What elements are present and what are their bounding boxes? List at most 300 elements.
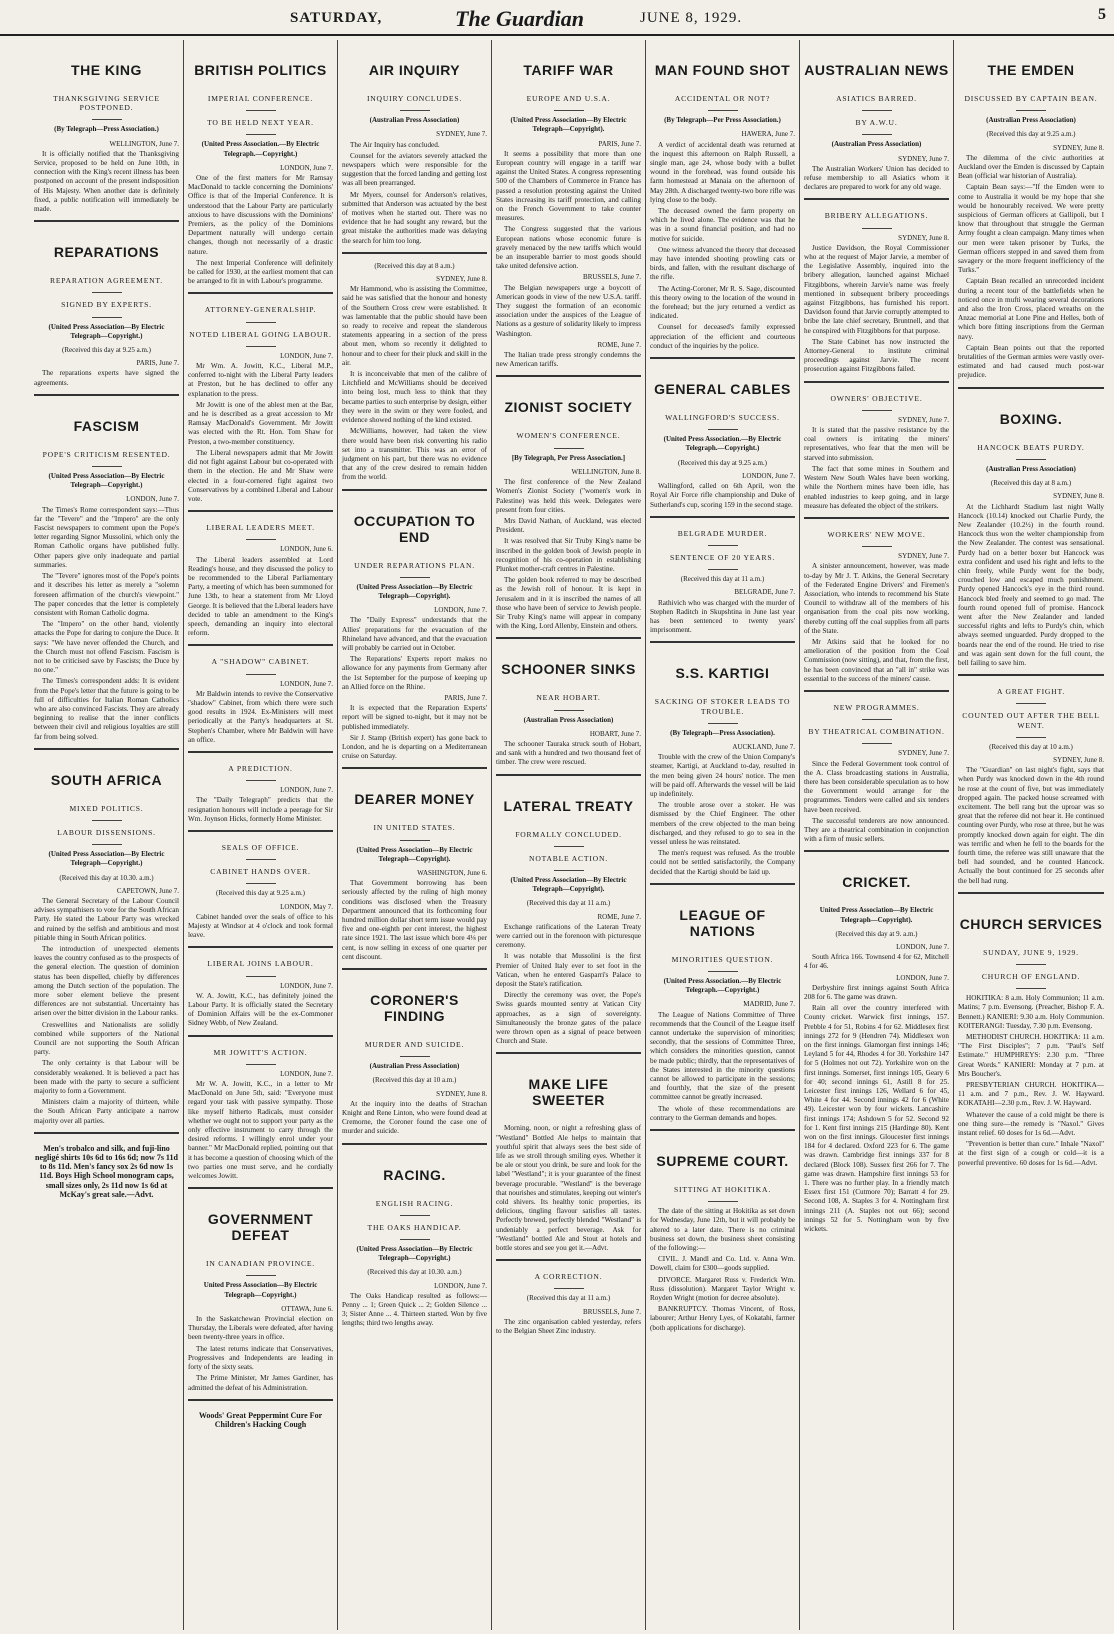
dateline: CAPETOWN, June 7. [116, 886, 179, 895]
article [342, 40, 487, 254]
dateline: PARIS, June 7. [444, 693, 487, 702]
wire-credit: United Press Association—By Electric Telegraph—Copyright.) [203, 1281, 318, 1299]
headline: THE KING [71, 62, 142, 78]
subheading: HANCOCK BEATS PURDY. [977, 442, 1085, 452]
headline: THE EMDEN [987, 62, 1075, 78]
divider [1016, 110, 1046, 111]
subheading: LIBERAL JOINS LABOUR. [207, 959, 314, 969]
dateline: LONDON, May 7. [280, 902, 333, 911]
divider [400, 1215, 430, 1216]
dateline: SYDNEY, June 7. [898, 749, 949, 758]
paragraph: PRESBYTERIAN CHURCH. HOKITIKA—11 a.m. and 7 p.m., Rev. J. W. Hayward. KOKATAHI—2.30 p.m., Rev. J. W. Hayward. [958, 1081, 1104, 1108]
paragraph: One witness advanced the theory that deceased may have intended shooting prowling cats or birds, and fallen, with the resultant discharge of the rifle. [650, 245, 795, 282]
dateline: BELGRADE, June 7. [734, 588, 795, 597]
article [650, 40, 795, 359]
article [804, 519, 949, 692]
wire-credit: (United Press Association—By Electric Telegraph—Copyright). [356, 845, 473, 863]
article [188, 832, 333, 948]
received-time: (Received this day at 11 a.m.) [526, 1294, 611, 1303]
wire-credit: (By Telegraph—Press Association.) [54, 125, 159, 134]
headline: GENERAL CABLES [654, 381, 791, 398]
subheading: POPE'S CRITICISM RESENTED. [42, 449, 171, 459]
subheading: ATTORNEY-GENERALSHIP. [204, 305, 317, 315]
subheading: IN CANADIAN PROVINCE. [206, 1259, 315, 1269]
wire-credit: (By Telegraph—Per Press Association.) [664, 116, 781, 125]
received-time: (Received this day at 11 a.m.) [680, 575, 765, 584]
wire-credit: (Australian Press Association) [369, 1062, 460, 1071]
divider [92, 317, 122, 318]
subheading: BRIBERY ALLEGATIONS. [824, 211, 929, 221]
article [650, 1131, 795, 1339]
subheading: INQUIRY CONCLUDES. [366, 94, 463, 103]
received-time: (Received this day at 8 a.m.) [374, 261, 455, 270]
divider [246, 539, 276, 540]
dateline: LONDON, June 7. [280, 679, 333, 688]
advertisement: Woods' Great Peppermint Cure For Children's Hacking Cough [198, 1410, 323, 1429]
subheading: MIXED POLITICS. [69, 803, 144, 813]
divider [92, 292, 122, 293]
paragraph: The "Guardian" on last night's fight, says that when Purdy was knocked down in the 4th round he rose at the count of five, but was immediately dropped again. The packed house screamed with excitement. The bell rang but the uproar was so great that the referee did not hear it. He continued counting over Purdy, who rose at three, but he was promptly knocked down again for eight. The din was terrific and when he fell to the boards for the fourth time, the referee was still unaware that the bell had sounded, and he counted Hancock. Actually the bout continued for 25 seconds after the bell had rung. [958, 766, 1104, 885]
wire-credit: (United Press Association—By Electric Telegraph—Copyright.) [48, 322, 165, 340]
wire-credit: (Australian Press Association) [831, 140, 922, 149]
article [804, 200, 949, 382]
headline: CRICKET. [842, 874, 911, 891]
paragraph: "Prevention is better than cure." Inhale "Naxol" at the first sign of a cough or cold—it is a powerful preventive. 60 doses for 1s 6d.—Advt. [958, 1140, 1104, 1167]
divider [400, 840, 430, 841]
paragraph: Rain all over the country interfered with County cricket. Warwick first innings, 157. Prebble 4 for 51, Robins 4 for 62. Middlesex first innings 272 for 9 (Hendren 74). Middlesex won on the first innings. Glamorgan first innings 146; Leyland 5 for 44, Rhodes 4 for 30. Yorkshire 147 for 5 (Holmes not out 72). Yorkshire won on the first innings. Somerset, first innings 105, Geary 6 for 40; second innings 61, Astill 8 for 25. Leicester first innings 126, Wellard 6 for 45, White 4 for 44. Second innings 42 for 6 (White 49). Leicester won by four wickets. Lancashire first innings 174; Ashdown 5 for 52. Second 92 for 1. Kent first innings 215 (Hardinge 80). Kent won on the first innings. Gloucester first innings 184 for 4 declared. Oxford 223 for 6. The game was drawn. Cambridge first innings 337 for 8 declared (Block 108). Sussex first 266 for 7. The game was drawn. Hampshire first innings 53 for 1. There was no further play. In a friendly match Essex first 151 (Cutmore 70); Barratt 4 for 29. Second 108, A. Staples 3 for 4. Nottingham first innings 211 (A. Staples not out 66); second innings 52 for 5. Nottingham won by five wickets. [804, 1004, 949, 1234]
article [188, 40, 333, 294]
received-time: (Received this day at 9.25 a.m.) [215, 889, 306, 898]
subheading: A "SHADOW" CABINET. [211, 657, 310, 667]
subheading: NEAR HOBART. [536, 693, 601, 703]
article [188, 753, 333, 832]
paragraph: At the inquiry into the deaths of Strachan Knight and Rene Linton, who were found dead at Cremorne, the Coroner found the case one of murder and suicide. [342, 1099, 487, 1136]
dateline: SYDNEY, June 8. [1053, 143, 1104, 152]
dateline: LONDON, June 7. [126, 495, 179, 504]
paragraph: The introduction of unexpected elements leaves the country confused as to the prospects of the general election. The question of dominion status has been dispelled, chiefly by differences among the Dutch section of the population. The more sober element believe the present differences are not substantial. Uncertainty has arisen over the bitter division in the Labour ranks. [34, 944, 179, 1018]
article [804, 692, 949, 852]
paragraph: CIVIL. J. Mandl and Co. Ltd. v. Anna Wm. Dowell, claim for £300—goods supplied. [650, 1255, 795, 1273]
divider [554, 846, 584, 847]
subheading: BY A.W.U. [855, 118, 898, 128]
article [958, 894, 1104, 1174]
divider [400, 110, 430, 111]
paragraph: Captain Bean points out that the reported brutalities of the German armies were vastly over-estimated and had caused much post-war prejudice. [958, 343, 1104, 380]
paragraph: The "Daily Telegraph" predicts that the resignation honours will include a peerage for Sir Wm. Joynson Hicks, formerly Home Minister. [188, 796, 333, 823]
dateline: LONDON, June 6. [280, 545, 333, 554]
subheading: LIBERAL LEADERS MEET. [206, 523, 315, 533]
dateline: WELLINGTON, June 8. [571, 467, 641, 476]
subheading: BELGRADE MURDER. [677, 528, 768, 538]
paragraph: The Times's correspondent adds: It is evident from the Pope's letter that the future is going to be full of difficulties for Italian Roman Catholics who are also convinced Fascists. They are already beginning to realise that the inner conflicts between their civil and religious loyalties are still far from being solved. [34, 677, 179, 741]
dateline: OTTAWA, June 6. [281, 1304, 333, 1313]
paragraph: The latest returns indicate that Conservatives, Progressives and Independents are leading in forty of the sixty seats. [188, 1344, 333, 1372]
divider [246, 110, 276, 111]
received-time: (Received this day at 9.25 a.m.) [986, 130, 1076, 139]
article [188, 1037, 333, 1190]
divider [1016, 737, 1046, 738]
subheading: ENGLISH RACING. [375, 1198, 454, 1208]
article [958, 389, 1104, 676]
paragraph: The deceased owned the farm property on which he lived alone. The evidence was that he was in a sound financial position, and had no motive for suicide. [650, 207, 795, 243]
paragraph: The "Tevere" ignores most of the Pope's points and it describes his letter as merely a "solemn foreseen affirmation of the church's viewpoint." The paper concedes that the letter is completely consistent with Roman Catholic dogma. [34, 572, 179, 617]
paragraph: Creswellites and Nationalists are solidly combined while supporters of the National Council are not supporting the South African party. [34, 1020, 179, 1057]
wire-credit: (Australian Press Association) [369, 116, 460, 125]
subheading: NOTABLE ACTION. [529, 853, 608, 863]
paragraph: BANKRUPTCY. Thomas Vincent, of Ross, labourer; Arthur Henry Lyes, of Kokatahi, farmer (both applications for discharge). [650, 1305, 795, 1332]
dateline: WASHINGTON, June 6. [417, 868, 487, 877]
article [188, 294, 333, 512]
wire-credit: (United Press Association—By Electric Telegraph—Copyright). [510, 116, 627, 134]
dateline: SYDNEY, June 7. [898, 552, 949, 561]
wire-credit: (United Press Association.—By Electric Telegraph.—Copyright.) [201, 140, 320, 158]
subheading: REPARATION AGREEMENT. [50, 276, 163, 286]
subheading: ACCIDENTAL OR NOT? [674, 94, 771, 103]
article [342, 970, 487, 1145]
newspaper-name: The Guardian [455, 6, 584, 31]
divider [400, 1056, 430, 1057]
wire-credit: United Press Association—By Electric Telegraph—Copyright). [819, 906, 934, 924]
subheading: MINORITIES QUESTION. [671, 954, 774, 964]
article [342, 1145, 487, 1335]
paragraph: The successful tenderers are now announced. They are a theatrical combination in conjunction with a firm of music sellers. [804, 816, 949, 844]
dateline: SYDNEY, June 8. [1053, 492, 1104, 501]
divider [554, 710, 584, 711]
paragraph: Mrs David Nathan, of Auckland, was elected President. [496, 516, 641, 535]
subheading: SUNDAY, JUNE 9, 1929. [983, 947, 1079, 957]
dateline: BRUSSELS, June 7. [583, 273, 641, 282]
subheading: EUROPE AND U.S.A. [526, 94, 611, 103]
divider [862, 410, 892, 411]
paragraph: Since the Federal Government took control of the A. Class broadcasting stations in Australia, there has been considerable speculation as to how the Government would arrange for the programmes. Tenders were called and six tenders have been received. [804, 759, 949, 814]
dateline: MADRID, June 7. [743, 1000, 795, 1009]
paragraph: Cabinet handed over the seals of office to his Majesty at Windsor at 4 o'clock and took formal leave. [188, 912, 333, 940]
headline: SUPREME COURT. [656, 1153, 789, 1170]
divider [246, 859, 276, 860]
divider [708, 971, 738, 972]
dateline: SYDNEY, June 7. [436, 130, 487, 139]
wire-credit: (United Press Association.—By Electric Telegraph.—Copyright.) [663, 435, 782, 453]
wire-credit: (United Press Association—By Electric Telegraph—Copyright). [356, 582, 473, 600]
paragraph: It was notable that Mussolini is the first Premier of United Italy ever to set foot in the Vatican, when he entered Gasparri's Palace to deposit the State's ratification. [496, 952, 641, 988]
divider [1016, 703, 1046, 704]
paragraph: Mr W. A. Jowitt, K.C., in a letter to Mr MacDonald on June 5th, said: "Everyone must regard your task with passive sympathy. Those like myself hitherto Radicals, must consider whether we ought not to support your party as the only effective instrument to carry through the desired reforms. I willingly enrol under your banner." Mr MacDonald replied, pointing out that it has become a question of choosing which of the two parties one must serve, and he cordially welcomes Jowitt. [188, 1080, 333, 1181]
headline: AIR INQUIRY [368, 62, 461, 78]
headline: CORONER'S FINDING [370, 992, 459, 1025]
paragraph: DIVORCE. Margaret Russ v. Frederick Wm. Russ (dissolution). Margaret Taylor Wright v. Royden Wright (motion for decree absolute). [650, 1275, 795, 1303]
paragraph: The Australian Workers' Union has decided to refuse membership to all Asiatics whom it declares are prepared to work for any old wage. [804, 164, 949, 192]
column [184, 40, 338, 1630]
paragraph: Justice Davidson, the Royal Commissioner who at the request of Major Jarvie, a member of the Legislative Assembly, inquired into the bribery allegation, launched against Michael Fitzgibbons, wherein Jarvie's name was freely mentioned in subsequent bribery proceedings against Fitzgibbons, has furnished his report. Davidson found that Jarvie corruptly attempted to bribe the late chief secretary, Bruntnell, and that he conspired with Fitzgibbons for that purpose. [804, 243, 949, 335]
divider [862, 228, 892, 229]
received-time: (Received this day at 8 a.m.) [990, 479, 1072, 488]
article [342, 491, 487, 770]
paragraph: Morning, noon, or night a refreshing glass of "Westland" Bottled Ale helps to maintain that youthful spirit that always sees the best side of life as we stroll through smiling eyes. Whether it be ale or stout you drink, be sure and look for the label "Westland"; it is your guarantee of the finest beverage procurable. "Westland" is the beverage that nourishes and stimulates, keeping out winter's cold shivers. Its healthy tonic properties, its delicious, tingling flavour satisfies all tastes. Perfectly brewed, perfectly blended "Westland" is undeniably a perfect beverage. Ask for "Westland" bottled Ale and Stout at hotels and bottle stores and see you get it.—Advt. [496, 1124, 641, 1253]
dateline: LONDON, June 7. [280, 981, 333, 990]
subheading: SIGNED BY EXPERTS. [61, 300, 152, 310]
paragraph: METHODIST CHURCH. HOKITIKA: 11 a.m. "The First Disciples"; 7 p.m. "Paul's Self Estimate." HUMPHREYS: 2.30 p.m. "Three Great Words." KANIERI: Monday at 7 p.m. at Mrs Boucher's. [958, 1033, 1104, 1078]
subheading: IMPERIAL CONFERENCE. [207, 94, 314, 103]
headline: MAN FOUND SHOT [654, 62, 791, 78]
article [496, 1054, 641, 1261]
paragraph: The golden book referred to may be described as the Jewish roll of honour. It is kept in Jerusalem and in it is inscribed the names of all those who have been of service to Jewish people. Sir Truby King's name will appear in company with the King, Lord Allenby, Einstein and others. [496, 576, 641, 631]
divider [92, 119, 122, 120]
subheading: CHURCH OF ENGLAND. [981, 972, 1081, 982]
paragraph: The date of the sitting at Hokitika as set down for Wednesday, June 12th, but it will probably be altered to a later date. There is no criminal business set down, the business sheet consisting of the following:— [650, 1207, 795, 1253]
divider [862, 134, 892, 135]
wire-credit: (Australian Press Association) [986, 464, 1076, 473]
divider [246, 134, 276, 135]
headline: LEAGUE OF NATIONS [679, 906, 766, 939]
subheading: LABOUR DISSENSIONS. [57, 827, 156, 837]
masthead-day: SATURDAY, [290, 10, 383, 26]
article [650, 643, 795, 884]
wire-credit: (By Telegraph—Press Association). [670, 728, 775, 737]
wire-credit: (Australian Press Association) [523, 715, 614, 724]
paragraph: Mr Hammond, who is assisting the Committee, said he was satisfied that the honour and honesty of the Southern Cross crew were established. It was lamentable that the public should have been so ready to receive and repeat the slanderous statements appearing in a section of the press about men, whom so recently it delighted to honour and to cheer for their pluck and skill in the air. [342, 285, 487, 367]
dateline: SYDNEY, June 8. [898, 233, 949, 242]
subheading: THE OAKS HANDICAP. [367, 1222, 462, 1232]
article [34, 222, 179, 396]
dateline: LONDON, June 7. [896, 943, 949, 951]
subheading: A PREDICTION. [228, 763, 293, 773]
subheading: WALLINGFORD'S SUCCESS. [665, 413, 780, 423]
divider [246, 322, 276, 323]
divider [708, 569, 738, 570]
dateline: LONDON, June 7. [280, 786, 333, 795]
dateline: HOBART, June 7. [589, 729, 641, 738]
received-time: (Received this day at 10.30. a.m.) [59, 873, 154, 882]
article [650, 518, 795, 644]
dateline: LONDON, June 7. [280, 351, 333, 360]
paragraph: Mr Baldwin intends to revive the Conservative "shadow" Cabinet, from which there were such good results in 1924. Ex-Ministers will meet periodically at the Party's headquarters at St. Stephen's Chamber, where Mr Baldwin will have an office. [188, 689, 333, 744]
divider [246, 1275, 276, 1276]
divider [708, 723, 738, 724]
divider [92, 466, 122, 467]
paragraph: Exchange ratifications of the Lateran Treaty were carried out in the forenoon with picturesque ceremony. [496, 922, 641, 950]
divider [1016, 964, 1046, 965]
divider [554, 448, 584, 449]
paragraph: HOKITIKA: 8 a.m. Holy Communion; 11 a.m. Matins; 7 p.m. Evensong. (Preacher, Bishop F. A. Bennett.) KANIERI: 9.30 a.m. Holy Communion. KOITERANGI: Tuesday, 7.30 p.m. Evensong. [958, 994, 1104, 1030]
subheading: SITTING AT HOKITIKA. [673, 1185, 772, 1195]
paragraph: The zinc organisation cabled yesterday, refers to the Belgian Sheet Zinc industry. [496, 1317, 641, 1336]
subheading: NEW PROGRAMMES. [833, 702, 920, 712]
headline: REPARATIONS [53, 244, 160, 261]
received-time: (Received this day at 9.25 a.m.) [677, 458, 768, 467]
article [34, 750, 179, 1134]
headline: TARIFF WAR [523, 62, 614, 78]
paragraph: A sinister announcement, however, was made to-day by Mr J. T. Atkins, the General Secretary of the Federated Engine Drivers' and Firemen's Association, who intends to recommend his State Council to withdraw all of the members of his organisation from the coal pits now working, thereby cutting off the coal supplies from all parts of the State. [804, 562, 949, 635]
divider [1016, 459, 1046, 460]
article [188, 646, 333, 753]
subheading: SENTENCE OF 20 YEARS. [669, 552, 776, 562]
divider [400, 1239, 430, 1240]
divider [554, 1288, 584, 1289]
paragraph: Rathivich who was charged with the murder of Stephen Raditch in Skupshtina in June last year has been sentenced to twenty years' imprisonment. [650, 598, 795, 635]
page-number: 5 [1098, 6, 1106, 23]
paragraph: Ministers claim a majority of thirteen, while the South African Party anticipate a narrow majority over all parties. [34, 1098, 179, 1125]
divider [246, 883, 276, 884]
headline: GOVERNMENT DEFEAT [207, 1211, 314, 1244]
article [650, 359, 795, 518]
article [804, 852, 949, 1240]
divider [862, 546, 892, 547]
divider [554, 870, 584, 871]
wire-credit: (Australian Press Association) [986, 116, 1076, 125]
paragraph: The reparations experts have signed the agreements. [34, 369, 179, 387]
divider [862, 743, 892, 744]
dateline: WELLINGTON, June 7. [109, 139, 179, 148]
dateline: BRUSSELS, June 7. [583, 1307, 641, 1316]
headline: S.S. KARTIGI [675, 665, 770, 682]
wire-credit: [By Telegraph, Per Press Association.] [511, 453, 626, 462]
article [188, 512, 333, 646]
paragraph: The first conference of the New Zealand Women's Zionist Society ("women's work in Palestine) was held this week. Delegates were present from four cities. [496, 478, 641, 514]
divider [92, 844, 122, 845]
dateline: SYDNEY, June 7. [898, 154, 949, 163]
subheading: SACKING OF STOKER LEADS TO TROUBLE. [654, 697, 791, 716]
paragraph: The whole of these recommendations are contrary to the German demands and hopes. [650, 1104, 795, 1122]
paragraph: The "Daily Express" understands that the Allies' preparations for the evacuation of the Rhineland have advanced, and that the evacuation will probably be carried out in October. [342, 616, 487, 652]
received-time: (Received this day at 10 a.m.) [372, 1076, 457, 1085]
paragraph: It is stated that the passive resistance by the coal owners is irritating the miners' representatives, who fear that the men will be starved into submission. [804, 426, 949, 462]
article [188, 948, 333, 1036]
headline: SOUTH AFRICA [50, 771, 163, 788]
article [958, 40, 1104, 389]
divider [554, 110, 584, 111]
paragraph: At the Lichhardt Stadium last night Wally Hancock (10.14) knocked out Charlie Purdy, the New Zealander (10.2½) in the fourth round. Hancock thus won the welter championship from the New Zealander. The contest was sensational. Purdy had on a better boxer but Hancock was extra confident and used his right and lefts to the chin freely, while Purdy went for the body, crouched low and escaped much punishment. Purdy opened Hancock's eye in the third round. Hancock bled freely and seemed to go mad. The fourth round opened full of promise. Hancock went after the New Zealander and landed successful rights and lefts to Purdy's chin, which always seemed unguarded. Purdy dropped to the boards near the end of the round. He tried to rise and was again sent down for the full count, the bell failing to save him. [958, 502, 1104, 667]
paragraph: Captain Bean recalled an unrecorded incident during a recent tour of the battlefields when he noticed once in mufti wearing several decorations and also the Iron Cross, placed wreaths on the Anzac memorial at Lone Pine and Helles, both of which bore fitting inscriptions from the German navy. [958, 277, 1104, 341]
paragraph: Counsel for the aviators severely attacked the newspapers which were responsible for the suggestion that the forced landing and getting lost was all been prearranged. [342, 151, 487, 188]
article [804, 383, 949, 519]
headline: BOXING. [999, 410, 1063, 427]
subheading: MR JOWITT'S ACTION. [213, 1047, 308, 1057]
dateline: LONDON, June 7. [896, 973, 949, 982]
paragraph: The Air Inquiry has concluded. [350, 140, 440, 149]
columns-container [30, 40, 1108, 1630]
paragraph: The only certainty is that Labour will be considerably weakened. It is believed a pact has been made with the party to secure a sufficient majority to form a Government. [34, 1059, 179, 1096]
column [646, 40, 800, 1630]
article [34, 396, 179, 750]
wire-credit: (United Press Association.—By Electric Telegraph.—Copyright.) [663, 976, 782, 995]
dateline: PARIS, June 7. [136, 359, 179, 368]
headline: ZIONIST SOCIETY [504, 399, 633, 416]
paragraph: Captain Bean says:—"If the Emden were to come to Australia it would be my hope that she would be honourably received. We were pretty suspicious of German officers at Gallipoli, but I know that throughout that struggle the German Army fought a clean campaign. Many times when our men were taken prisoner by Turks, the German officers stepped in and saved them from savagery or the more frequent inefficiency of the Turks." [958, 183, 1104, 275]
dateline: HAWERA, June 7. [741, 130, 795, 139]
paragraph: The Liberal newspapers admit that Mr Jowitt did not fight against Labour but co-operated with them in the election. He and Mr Shaw were elected in a four-cornered fight against two Conservatives by a combined Liberal and Labour vote. [188, 448, 333, 503]
subheading: COUNTED OUT AFTER THE BELL WENT. [962, 711, 1100, 730]
paragraph: Whatever the cause of a cold might be there is one thing sure—the remedy is "Naxol." Gives instant relief. 60 doses for 1s 6d.—Advt. [958, 1110, 1104, 1138]
wire-credit: (United Press Association—By Electric Telegraph—Copyright.) [48, 472, 165, 490]
paragraph: It seems a possibility that more than one European country will engage in a tariff war against the United States. A congress representing 500 of the Chambers of Commerce in France has passed a resolution protesting against the United States increasing its tariff protection, and calling on the French Government to take counter measures. [496, 149, 641, 223]
subheading: TO BE HELD NEXT YEAR. [207, 118, 314, 128]
paragraph: The Liberal leaders assembled at Lord Reading's house, and they discussed the policy to be recommended to the Liberal Parliamentary Party, a meeting of which has been summoned for June 13th, to hear a statement from Mr Lloyd George. It is believed that the Liberal leaders have decided to table an amendment to the King's speech, demanding an inquiry into electoral reform. [188, 555, 333, 638]
received-time: (Received this day at 10.30. a.m.) [367, 1268, 462, 1277]
paragraph: Mr Myers, counsel for Anderson's relatives, submitted that Anderson was actuated by the best of motives when he started out. There was no evidence that he had sought any reward, but the great mistake the authorities made was delaying the search for him too long. [342, 190, 487, 245]
article [342, 769, 487, 970]
divider [246, 346, 276, 347]
paragraph: Mr Atkins said that he looked for no amelioration of the position from the Coal Commission (now sitting), and that, from the first, he has been convinced that an "all in" strike was essential to the success of the miners' cause. [804, 637, 949, 683]
wire-credit: (United Press Association—By Electric Telegraph—Copyright). [510, 875, 627, 894]
paragraph: The Prime Minister, Mr James Gardiner, has admitted the defeat of his Administration. [188, 1374, 333, 1392]
dateline: LONDON, June 7. [742, 471, 795, 480]
paragraph: It is officially notified that the Thanksgiving Service, proposed to be held on June 10th, in connection with the King's recent illness has been postponed on account of the present indisposition of His Majesty. When another date is definitely fixed, a public notification will immediately be made. [34, 149, 179, 214]
article [496, 377, 641, 639]
paragraph: The trouble arose over a stoker. He was dismissed by the Chief Engineer. The other members of the crew objected to the man being discharged, and they refused to go to sea in the vessel unless he was reinstated. [650, 801, 795, 846]
column [30, 40, 184, 1630]
subheading: A GREAT FIGHT. [996, 687, 1066, 697]
wire-credit: (United Press Association—By Electric Telegraph—Copyright.) [356, 1245, 473, 1263]
dateline: AUCKLAND, June 7. [732, 742, 795, 751]
divider [92, 820, 122, 821]
paragraph: Counsel for deceased's family expressed appreciation of the efficient and courteous conduct of the inquiries by the police. [650, 323, 795, 350]
paragraph: The Belgian newspapers urge a boycott of American goods in view of the new U.S.A. tariff. They suggest the formation of an economic association under the auspices of the League of Nations as a gesture of solidarity likely to impress Washington. [496, 283, 641, 338]
subheading: MURDER AND SUICIDE. [364, 1040, 465, 1050]
divider [708, 545, 738, 546]
masthead [0, 0, 1114, 36]
headline: RACING. [383, 1166, 446, 1183]
paragraph: A verdict of accidental death was returned at the inquest this afternoon on Ralph Russell, a single man, age 24, whose body with a bullet wound in the forehead, was found outside his farm homestead at Manaia on the afternoon of May 28th. A discharged twenty-two bore rifle was lying close to the body. [650, 140, 795, 204]
paragraph: The dilemma of the civic authorities at Auckland over the Emden is discussed by Captain Bean (official war historian of Australia). [958, 153, 1104, 181]
column [800, 40, 954, 1630]
dateline: SYDNEY, June 7. [898, 415, 949, 424]
paragraph: That Government borrowing has been seriously affected by the ruling of high money conditions was disclosed when the Treasury Department announced that its forthcoming four hundred million dollar short term issue would pay five and one-eighth per cent interest, the highest rate since 1921. The last issue which bore 4⅛ per cent, is now selling in excess of one quarter per cent discount. [342, 879, 487, 961]
divider [246, 780, 276, 781]
headline: SCHOONER SINKS [501, 661, 636, 678]
paragraph: It was resolved that Sir Truby King's name be inscribed in the golden book of Jewish people in recognition of his co-operation in establishing Plunket mother-craft centres in Palestine. [496, 537, 641, 573]
article [496, 1261, 641, 1342]
divider [246, 1064, 276, 1065]
paragraph: The Congress suggested that the various European nations whose economic future is gravely menaced by the new tariffs which would be an insuperable barrier to most goods should take united defensive action. [496, 225, 641, 271]
divider [1016, 988, 1046, 989]
subheading: IN UNITED STATES. [373, 823, 456, 833]
headline: AUSTRALIAN NEWS [804, 62, 949, 78]
paragraph: In the Saskatchewan Provincial election on Thursday, the Liberals were defeated, after having been twenty-three years in office. [188, 1315, 333, 1342]
dateline: ROME, June 7. [597, 340, 641, 349]
paragraph: The next Imperial Conference will definitely be called for 1930, at the earliest moment that can be arranged to fit in with Labour's programme. [188, 258, 333, 286]
subheading: SEALS OF OFFICE. [221, 842, 300, 852]
article [804, 40, 949, 200]
paragraph: The General Secretary of the Labour Council advises sympathisers to vote for the South African Party. He stated the Labour Party was wrecked and ruined by the selfish and ambitious and most pitiable thing in South African politics. [34, 896, 179, 942]
paragraph: Derbyshire first innings against South Africa 208 for 6. The game was drawn. [804, 983, 949, 1002]
paragraph: The "Impero" on the other hand, violently attacks the Pope for daring to conjure the Duce. It says: "We have never offended the Church, and the Church must not offend Fascism. Fascism is not to be criticised save by Fascists; the Duce by no one." [34, 620, 179, 675]
divider [246, 976, 276, 977]
subheading: ASIATICS BARRED. [836, 94, 917, 103]
dateline: LONDON, June 7. [434, 1281, 487, 1290]
article [650, 885, 795, 1131]
paragraph: The Acting-Coroner, Mr R. S. Sage, discounted this theory owing to the location of the wound in the forehead; but the jury returned a verdict as indicated. [650, 284, 795, 321]
paragraph: It is expected that the Reparation Experts' report will be signed to-night, but it may not be published immediately. [342, 704, 487, 731]
paragraph: The Oaks Handicap resulted as follows:— Penny ... 1; Green Quick ... 2; Golden Silence ... 3; Sister Anne ... 4. Thirteen started. Won by five lengths; third two lengths away. [342, 1291, 487, 1328]
divider [708, 429, 738, 430]
paragraph: Wallingford, called on 6th April, won the Royal Air Force rifle championship and Duke of Sutherland's cup, scoring 159 in the second stage. [650, 482, 795, 509]
paragraph: The State Cabinet has now instructed the Attorney-General to institute criminal proceedings against Jarvie. The recent prosecution against Fitzgibbons failed. [804, 337, 949, 374]
paragraph: McWilliams, however, had taken the view there would have been risk converting his radio set into a transmitter. This was an error of judgment on his part, but there was no evidence that any of the crew desired to remain hidden from the world. [342, 427, 487, 482]
subheading: A CORRECTION. [534, 1272, 603, 1282]
dateline: SYDNEY, June 8. [436, 1089, 487, 1098]
divider [708, 110, 738, 111]
paragraph: One of the first matters for Mr Ramsay MacDonald to tackle concerning the Dominions' Office is that of the Imperial Conference. It is understood that the Labour Party are particularly anxious to have discussions with the Dominions' Premiers, as the policy of the Dominions Department naturally will undergo certain changes, though not necessarily of a drastic nature. [188, 174, 333, 256]
article [496, 776, 641, 1055]
subheading: CABINET HANDS OVER. [210, 867, 311, 877]
paragraph: It is inconceivable that men of the calibre of Litchfield and McWilliams should be deceived into being lost, much less to think that they became parties to such enterprise by design, either they were in the swim or they were fooled, and evidence showed nothing of the kind existed. [342, 370, 487, 425]
dateline: ROME, June 7. [597, 912, 641, 921]
paragraph: The Times's Rome correspondent says:—Thus far the "Tevere" and the "Impero" are the only Fascist newspapers to comment upon the Pope's letter regarding Signor Mussolini, which only the Roman Catholic organs have published fully. Other papers give only inadequate and partial summaries. [34, 505, 179, 569]
headline: CHURCH SERVICES [959, 915, 1103, 932]
received-time: (Received this day at 11 a.m.) [526, 899, 611, 908]
dateline: LONDON, June 7. [280, 1069, 333, 1078]
headline: BRITISH POLITICS [194, 62, 327, 78]
